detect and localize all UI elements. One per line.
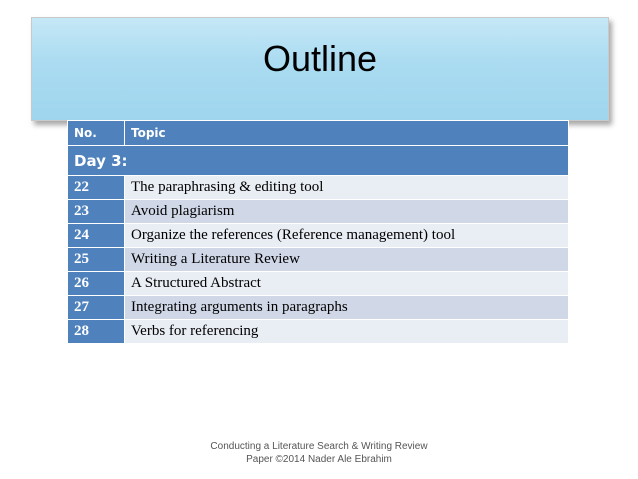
section-label: Day 3: [68,146,569,176]
row-topic: Verbs for referencing [125,320,569,344]
table-row [68,200,569,224]
row-topic: Avoid plagiarism [125,200,569,224]
footer-line-1: Conducting a Literature Search & Writing Review [210,441,428,452]
slide-title: Outline [262,38,378,79]
header-topic: Topic [125,121,569,146]
table-row [68,320,569,344]
row-topic: A Structured Abstract [125,272,569,296]
row-number: 25 [68,248,125,272]
row-number: 23 [68,200,125,224]
table-row [68,176,569,200]
row-number: 22 [68,176,125,200]
row-topic: The paraphrasing & editing tool [125,176,569,200]
table-row [68,224,569,248]
table-row [68,296,569,320]
row-number: 28 [68,320,125,344]
row-number: 27 [68,296,125,320]
title-box [31,17,609,121]
table-row [68,272,569,296]
topics-table [67,120,569,344]
header-no: No. [68,121,125,146]
section-row [68,146,569,176]
footer-line-2: Paper ©2014 Nader Ale Ebrahim [246,454,392,465]
table-row [68,248,569,272]
slide-footer [0,440,638,466]
row-number: 26 [68,272,125,296]
row-number: 24 [68,224,125,248]
row-topic: Organize the references (Reference management) tool [125,224,569,248]
table-header-row [68,121,569,146]
row-topic: Writing a Literature Review [125,248,569,272]
row-topic: Integrating arguments in paragraphs [125,296,569,320]
